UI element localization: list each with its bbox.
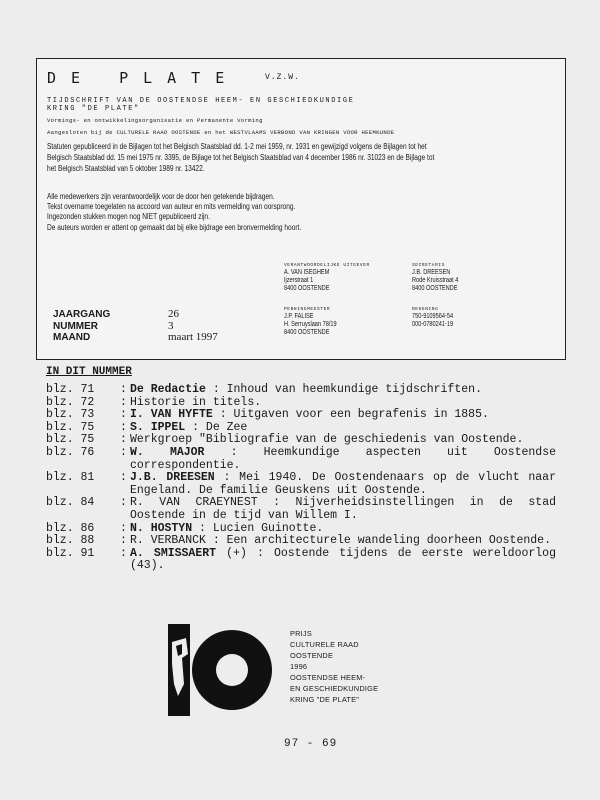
toc-title: : Inhoud van heemkundige tijdschriften. [205, 383, 482, 396]
toc-row [46, 497, 556, 522]
masthead-box [36, 58, 566, 360]
toc-separator: : [120, 408, 127, 422]
toc-author: I. VAN HYFTE [130, 408, 213, 422]
toc-page: blz. 73 [46, 408, 95, 422]
culturele-raad-logo [168, 624, 274, 716]
publisher-heading: VERANTWOORDELIJKE UITGEVER [284, 263, 370, 268]
toc-author: S. IPPEL [130, 420, 186, 434]
masthead-subtitle [47, 97, 467, 113]
toc-author: J.B. DREESEN [130, 471, 215, 485]
toc-title: (+) : Oostende tijdens de eerste wereldoorlog (43). [130, 546, 556, 573]
address-line: J.P. FALISE [284, 313, 314, 320]
affiliation-line: Aangesloten bij de CULTURELE RAAD OOSTENDE en het WESTVLAAMS VERBOND VAN KRINGEN VOOR HEEMKUNDE [47, 129, 395, 136]
treasurer-address [284, 313, 337, 337]
toc-separator: : [120, 395, 127, 409]
prize-line: KRING "DE PLATE" [290, 695, 360, 704]
toc-entry [130, 447, 556, 472]
toc-title: Historie in titels. [130, 395, 262, 409]
toc-separator: : [120, 383, 127, 396]
toc-row [46, 472, 556, 497]
toc-page: blz. 76 [46, 445, 95, 459]
toc-author: W. MAJOR [130, 445, 205, 459]
toc-author: N. HOSTYN [130, 521, 193, 535]
toc-author: A. SMISSAERT [130, 546, 217, 560]
publisher-address [284, 269, 329, 293]
toc-page: blz. 84 [46, 496, 95, 510]
prize-text [290, 628, 378, 705]
statuten-line: Belgisch Staatsblad dd. 15 mei 1975 nr. 3395, de Bijlage tot het Belgisch Staatsblad van 4 december 1986 nr. 31023 en de Bijlage tot [47, 153, 435, 162]
statuten-line: Statuten gepubliceerd in de Bijlagen tot het Belgisch Staatsblad dd. 1-2 mei 1959, nr. 1931 en gewijzigd volgens de Bijlagen tot het [47, 142, 427, 151]
prize-line: OOSTENDE [290, 651, 334, 660]
address-line: 8400 OOSTENDE [284, 329, 330, 336]
toc-title: : De Zee [185, 420, 248, 434]
toc-title: : Lucien Guinotte. [192, 521, 324, 535]
subtitle-line: KRING "DE PLATE" [47, 105, 140, 113]
address-line: H. Serruyslaan 78/19 [284, 321, 337, 328]
account-heading: REKENING [412, 307, 439, 312]
account-numbers [412, 313, 453, 329]
address-line: J.B. DREESEN [412, 269, 451, 276]
address-line: A. VAN ISEGHEM [284, 269, 330, 276]
prize-line: 1996 [290, 662, 308, 671]
prize-line: CULTURELE RAAD [290, 640, 359, 649]
address-line: 8400 OOSTENDE [412, 285, 458, 292]
toc-title: : Heemkundige aspecten uit Oostendse correspondentie. [130, 445, 556, 472]
address-line: Rode Kruisstraat 4 [412, 277, 459, 284]
toc-title: R. VAN CRAEYNEST : Nijverheidsinstellingen in de stad Oostende in de tijd van Willem I. [130, 496, 556, 522]
meta-value: 3 [168, 319, 174, 332]
toc-title: : Uitgaven voor een begrafenis in 1885. [212, 408, 489, 422]
meta-value: maart 1997 [168, 331, 218, 343]
toc-page: blz. 91 [46, 546, 95, 560]
toc-separator: : [120, 445, 127, 459]
toc-entry [130, 548, 556, 573]
toc-separator: : [120, 420, 127, 434]
rules-block [47, 192, 357, 233]
toc-row [46, 409, 556, 422]
secretary-address [412, 269, 458, 293]
rule-line: Alle medewerkers zijn verantwoordelijk voor de door hen getekende bijdragen. [47, 192, 275, 201]
meta-row [53, 332, 218, 344]
toc-page: blz. 72 [46, 395, 95, 409]
toc-heading: IN DIT NUMMER [46, 366, 132, 378]
masthead-suffix: V.Z.W. [265, 73, 300, 82]
toc-row [46, 548, 556, 573]
prize-line: PRIJS [290, 629, 312, 638]
toc-row [46, 384, 556, 397]
rule-line: De auteurs worden er attent op gemaakt dat bij elke bijdrage een bronvermelding hoort. [47, 222, 302, 232]
toc-title: : Mei 1940. De Oostendenaars op de vlucht naar Engeland. De familie Geuskens uit Oostende. [130, 471, 556, 497]
subtitle-line: TIJDSCHRIFT VAN DE OOSTENDSE HEEM- EN GESCHIEDKUNDIGE [47, 97, 355, 105]
secretary-heading: SECRETARIS [412, 263, 446, 268]
address-line: 8400 OOSTENDE [284, 285, 330, 292]
toc-title: R. VERBANCK : Een architecturele wandeling doorheen Oostende. [130, 534, 551, 548]
toc-author: De Redactie [130, 383, 206, 396]
meta-row [53, 309, 218, 321]
address-line: Ijzerstraat 1 [284, 277, 314, 284]
toc-page: blz. 71 [46, 383, 95, 396]
toc-page: blz. 75 [46, 420, 95, 434]
statuten-line: het Belgisch Staatsblad van 5 oktober 1989 nr. 13422. [47, 164, 205, 173]
meta-label: MAAND [53, 332, 91, 343]
toc-separator: : [120, 546, 127, 560]
toc-separator: : [120, 496, 127, 510]
table-of-contents [46, 384, 556, 573]
toc-title: Werkgroep "Bibliografie van de geschiedenis van Oostende. [130, 433, 524, 447]
rule-line: Tekst overname toegelaten na accoord van auteur en mits vermelding van oorsprong. [47, 202, 296, 212]
toc-page: blz. 86 [46, 521, 95, 535]
toc-page: blz. 88 [46, 534, 95, 548]
rule-line: Ingezonden stukken mogen nog NIET gepubliceerd zijn. [47, 212, 210, 222]
issue-meta [53, 309, 218, 344]
toc-page: blz. 75 [46, 433, 95, 447]
toc-row [46, 447, 556, 472]
toc-entry [130, 497, 556, 522]
page-number: 97 - 69 [284, 738, 338, 750]
toc-separator: : [120, 471, 127, 485]
meta-label: NUMMER [53, 320, 98, 332]
organisation-line: Vormings- en ontwikkelingsorganisatie en Permanente Vorming [47, 117, 263, 124]
meta-value: 26 [168, 308, 179, 320]
account-line: 000-0780241-19 [412, 321, 454, 328]
toc-separator: : [120, 534, 127, 548]
prize-line: OOSTENDSE HEEM- [290, 673, 366, 682]
account-line: 750-9109564-54 [412, 313, 454, 320]
statuten-block [47, 141, 519, 174]
masthead-title: DE PLATE [47, 69, 240, 87]
toc-page: blz. 81 [46, 471, 95, 485]
toc-separator: : [120, 433, 127, 447]
meta-label: JAARGANG [53, 309, 111, 320]
toc-separator: : [120, 521, 127, 535]
prize-line: EN GESCHIEDKUNDIGE [290, 684, 379, 693]
treasurer-heading: PENNINGMEESTER [284, 307, 331, 312]
toc-entry [130, 472, 556, 497]
